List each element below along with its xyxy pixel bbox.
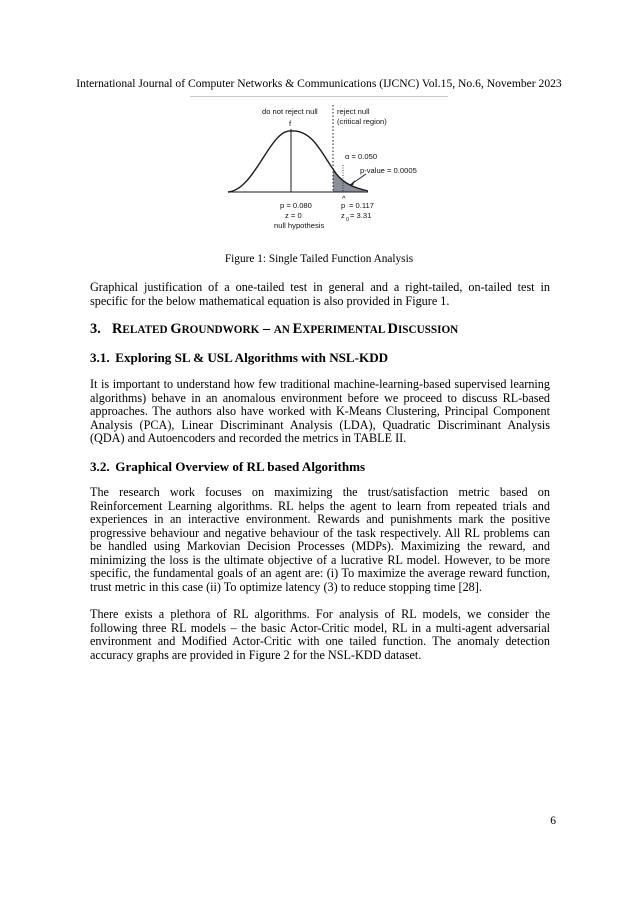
figure-one-tailed-test	[190, 99, 448, 245]
label-p: p = 0.080	[280, 201, 312, 210]
subsection-heading-3-1	[90, 350, 388, 365]
header-divider	[190, 96, 448, 97]
label-f: f	[289, 119, 292, 128]
label-pvalue: p-value = 0.0005	[360, 166, 417, 175]
paragraph-3-2-b: There exists a plethora of RL algorithms. For analysis of RL models, we consider the following three RL models – the basic Actor-Critic model, RL in a multi-agent adversarial environment and Modified Actor-Critic with one tailed function. The anomaly detection accuracy graphs are provided in Figure 2 for the NSL-KDD dataset.	[90, 607, 550, 662]
subsection-number: 3.1.	[90, 350, 110, 365]
journal-header: International Journal of Computer Networks & Communications (IJCNC) Vol.15, No.6, November 2023	[76, 77, 562, 90]
one-tailed-curve-diagram	[190, 99, 448, 245]
label-z0-subscript: 0	[346, 217, 350, 223]
label-alpha: α = 0.050	[345, 152, 378, 161]
label-phat-hat: ^	[342, 194, 346, 203]
figure-caption: Figure 1: Single Tailed Function Analysis	[224, 253, 414, 265]
label-z0-value: = 3.31	[350, 211, 372, 220]
paragraph-3-1: It is important to understand how few traditional machine-learning-based supervised learning algorithms) behave in an anomalous environment before we proceed to discuss RL-based approaches. The authors also have worked with K-Means Clustering, Principal Component Analysis (PCA), Linear Discriminant Analysis (LDA), Quadratic Discriminant Analysis (QDA) and Autoencoders and recorded the metrics in TABLE II.	[90, 377, 550, 445]
label-z: z = 0	[285, 211, 302, 220]
label-null-hypothesis: null hypothesis	[274, 221, 325, 230]
paragraph-3-2-a: The research work focuses on maximizing the trust/satisfaction metric based on Reinforcement Learning algorithms. RL helps the agent to learn from repeated trials and experiences in an interactive environment. Rewards and punishments mark the positive progressive behaviour and negative behaviour of the task respectively. All RL problems can be handled using Markovian Decision Processes (MDPs). Maximizing the reward, and minimizing the loss is the ultimate objective of a lucrative RL model. However, to be more specific, the fundamental goals of an agent are: (i) To maximize the average reward function, trust metric in this case (ii) To optimize latency (3) to reduce stopping time [28].	[90, 485, 550, 594]
intro-paragraph: Graphical justification of a one-tailed test in general and a right-tailed, on-tailed test in specific for the below mathematical equation is also provided in Figure 1.	[90, 280, 550, 308]
label-reject-null: reject null	[337, 107, 370, 116]
density-curve	[228, 131, 368, 192]
page-number: 6	[550, 815, 556, 827]
subsection-heading-3-2	[90, 459, 365, 474]
section-number: 3.	[90, 321, 101, 337]
section-heading-3: 3. RELATED GROUNDWORK – AN EXPERIMENTAL DISCUSSION	[90, 321, 459, 337]
label-phat-p: p	[341, 201, 346, 210]
subsection-number: 3.2.	[90, 459, 110, 474]
label-z0-z: z	[341, 211, 345, 220]
subsection-title: Graphical Overview of RL based Algorithms	[115, 459, 366, 474]
label-do-not-reject: do not reject null	[262, 107, 318, 116]
label-phat-value: = 0.117	[349, 201, 374, 210]
subsection-title: Exploring SL & USL Algorithms with NSL-KDD	[115, 350, 389, 365]
label-critical-region: (critical region)	[337, 117, 387, 126]
